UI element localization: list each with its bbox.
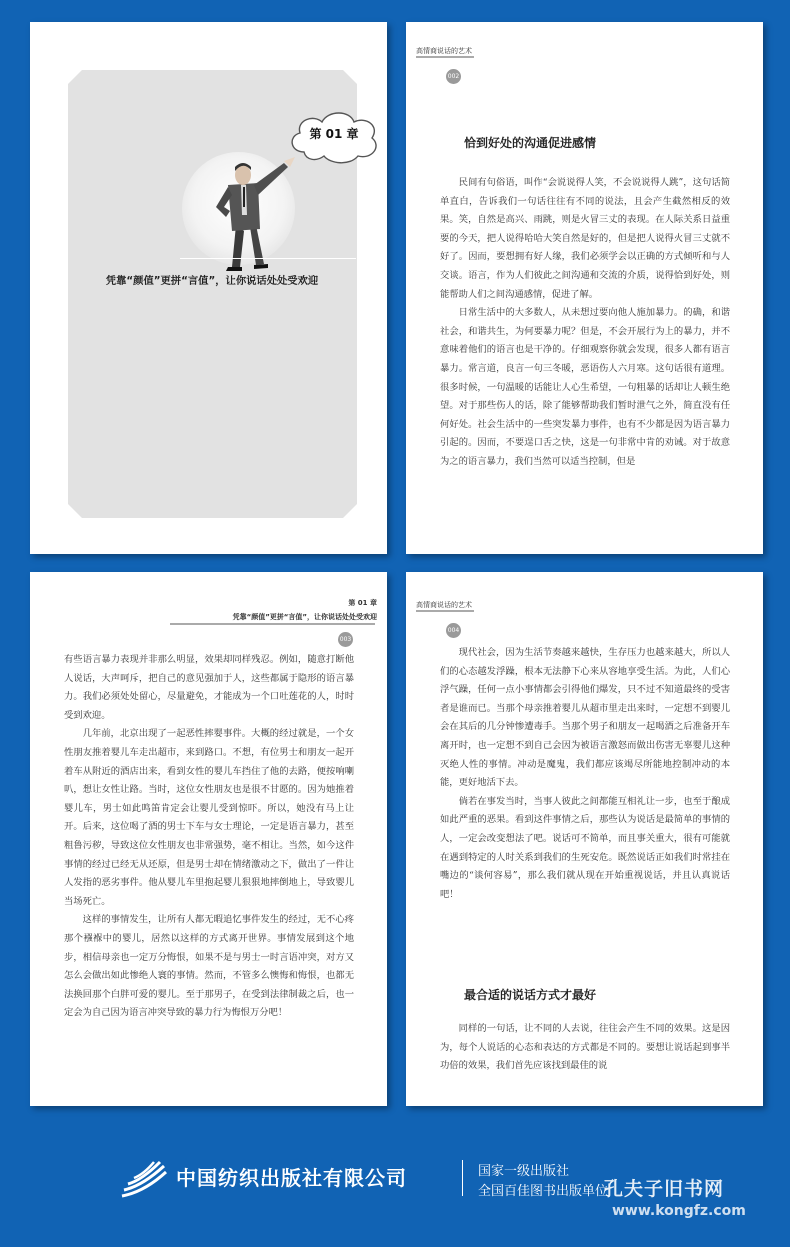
running-header-title: 凭靠“颜值”更拼“言值”，让你说话处处受欢迎 [232,613,377,621]
body-text [64,651,354,1023]
running-header: 高情商说话的艺术 [416,601,472,609]
publisher-tagline-1: 国家一级出版社 [478,1164,570,1179]
paragraph: 这样的事情发生，让所有人都无暇追忆事件发生的经过，无不心疼那个襁褓中的婴儿，居然以这样的方式离开世界。事情发展到这个地步，相信母亲也一定万分悔恨，如果不是与男士一时言语冲突，对方又怎么会做出如此惨绝人寰的事情。然而，不管多么懊悔和悔恨，也都无法换回那个白胖可爱的婴儿。至于那男子，在受到法律制裁之后，也一定会为自己因为语言冲突导致的暴力行为悔恨万分吧！ [64,914,354,1019]
body-text [440,644,730,904]
watermark-url: www.kongfz.com [612,1203,746,1219]
chapter-subtitle: 凭靠“颜值”更拼“言值”，让你说话处处受欢迎 [105,275,319,287]
chapter-label: 第 01 章 [309,127,359,141]
page-number-badge: 002 [446,69,461,84]
section-title: 恰到好处的沟通促进感情 [464,136,597,150]
header-rule [170,623,375,625]
paragraph: 有些语言暴力表现并非那么明显，效果却同样残忍。例如，随意打断他人说话，大声呵斥，把自己的意见强加于人，这些都属于隐形的语言暴力。我们必须处处留心，尽量避免，才能成为一个口吐莲花的人，时时受到欢迎。 [64,654,354,721]
running-header: 高情商说话的艺术 [416,47,472,55]
page-4 [406,572,763,1106]
page-number-badge: 004 [446,623,461,638]
paragraph: 同样的一句话，让不同的人去说，往往会产生不同的效果。这是因为，每个人说话的心态和表达的方式都是不同的。要想让说话起到事半功倍的效果，我们首先应该找到最佳的说 [440,1023,730,1072]
header-rule [416,610,474,612]
paragraph: 民间有句俗语，叫作“会说说得人笑，不会说说得人跳”，这句话简单直白，告诉我们一句话往往有不同的说法，且会产生截然相反的效果。笑，自然是高兴、雨跳，则是火冒三丈的表现。在人际关系日益重要的今天，把人说得哈哈大笑自然是好的，但是把人说得火冒三丈就不好了。因而，要想拥有好人缘，我们必须学会以正确的方式倾听和与人交谈。语言，作为人们彼此之间沟通和交流的介质，说得恰到好处，则能帮助人们之间沟通感情，促进了解。 [440,177,730,300]
paragraph: 几年前，北京出现了一起恶性摔婴事件。大概的经过就是，一个女性朋友推着婴儿车走出超市，来到路口。不想，有位男士和朋友一起开着车从附近的酒店出来，看到女性的婴儿车挡住了他的去路，便按响喇叭，想让女性让路。当时，这位女性朋友也是很不甘愿的。因为她推着婴儿车，男士如此鸣笛肯定会让婴儿受到惊吓。所以，她没有马上让开。后来，这位喝了酒的男士下车与女士理论，一定是语言暴力，甚至粗鲁污秽，导致这位女性朋友也非常强势，毫不相让。当然，如今这件事情的经过已经无从还原，但是男士却在情绪激动之下，做出了一件让人发指的恶劣事件。他从婴儿车里抱起婴儿狠狠地摔倒地上，导致婴儿当场死亡。 [64,728,354,907]
paragraph: 现代社会，因为生活节奏越来越快，生存压力也越来越大，所以人们的心态越发浮躁，根本无法静下心来从容地享受生活。为此，人们心浮气躁，任何一点小事情都会引得他们爆发，只不过不知道最终的受害者是谁而已。当那个母亲推着婴儿从超市里走出来时，一定想不到婴儿会在其后的几分钟惨遭毒手。当那个男子和朋友一起喝酒之后准备开车离开时，也一定想不到自己会因为被语言激怒而做出伤害无辜婴儿这种灭绝人性的事情。冲动是魔鬼，我们都应该竭尽所能地控制冲动的本能，更好地活下去。 [440,647,730,789]
chapter-divider-line [180,258,356,259]
header-rule [416,56,474,58]
publisher-logo-icon [120,1160,168,1198]
publisher-tagline-2: 全国百佳图书出版单位 [478,1184,609,1199]
body-text [440,1020,730,1076]
section-title: 最合适的说话方式才最好 [464,988,597,1002]
body-text [440,174,730,472]
paragraph: 倘若在事发当时，当事人彼此之间都能互相礼让一步，也至于酿成如此严重的恶果。看到这件事情之后，那些认为说话是最简单的事情的人，一定会改变想法了吧。说话可不简单，而且事关重大，很有可能就在遇到特定的人时关系到我们的生死安危。既然说话正如我们时常挂在嘴边的“谈何容易”，那么我们就从现在开始重视说话，并且认真说话吧！ [440,795,730,900]
page-3 [30,572,387,1106]
watermark-text: 孔夫子旧书网 [604,1178,725,1200]
page-1-chapter-opener [30,22,387,554]
page-number-badge: 003 [338,632,353,647]
footer-separator [462,1160,463,1196]
running-header-chapter: 第 01 章 [348,599,377,607]
paragraph: 日常生活中的大多数人，从未想过要向他人施加暴力。的确，和谐社会，和谐共生，为何要暴力呢？但是，不会开展行为上的暴力，并不意味着他们的语言也是干净的。仔细观察你就会发现，很多人都有语言暴力。常言道，良言一句三冬暖，恶语伤人六月寒。这句话很有道理。很多时候，一句温暖的话能让人心生希望，一句粗暴的话却让人顿生绝望。对于那些伤人的话，除了能够帮助我们暂时泄气之外，简直没有任何好处。社会生活中的一些突发暴力事件，也有不少都是因为语言暴力引起的。因而，不要逞口舌之快，这是一句非常中肯的劝诫。对于故意为之的语言暴力，我们当然可以适当控制，但是 [440,307,730,467]
page-2 [406,22,763,554]
pointing-businessman-illustration [198,155,298,273]
publisher-name: 中国纺织出版社有限公司 [176,1166,407,1190]
